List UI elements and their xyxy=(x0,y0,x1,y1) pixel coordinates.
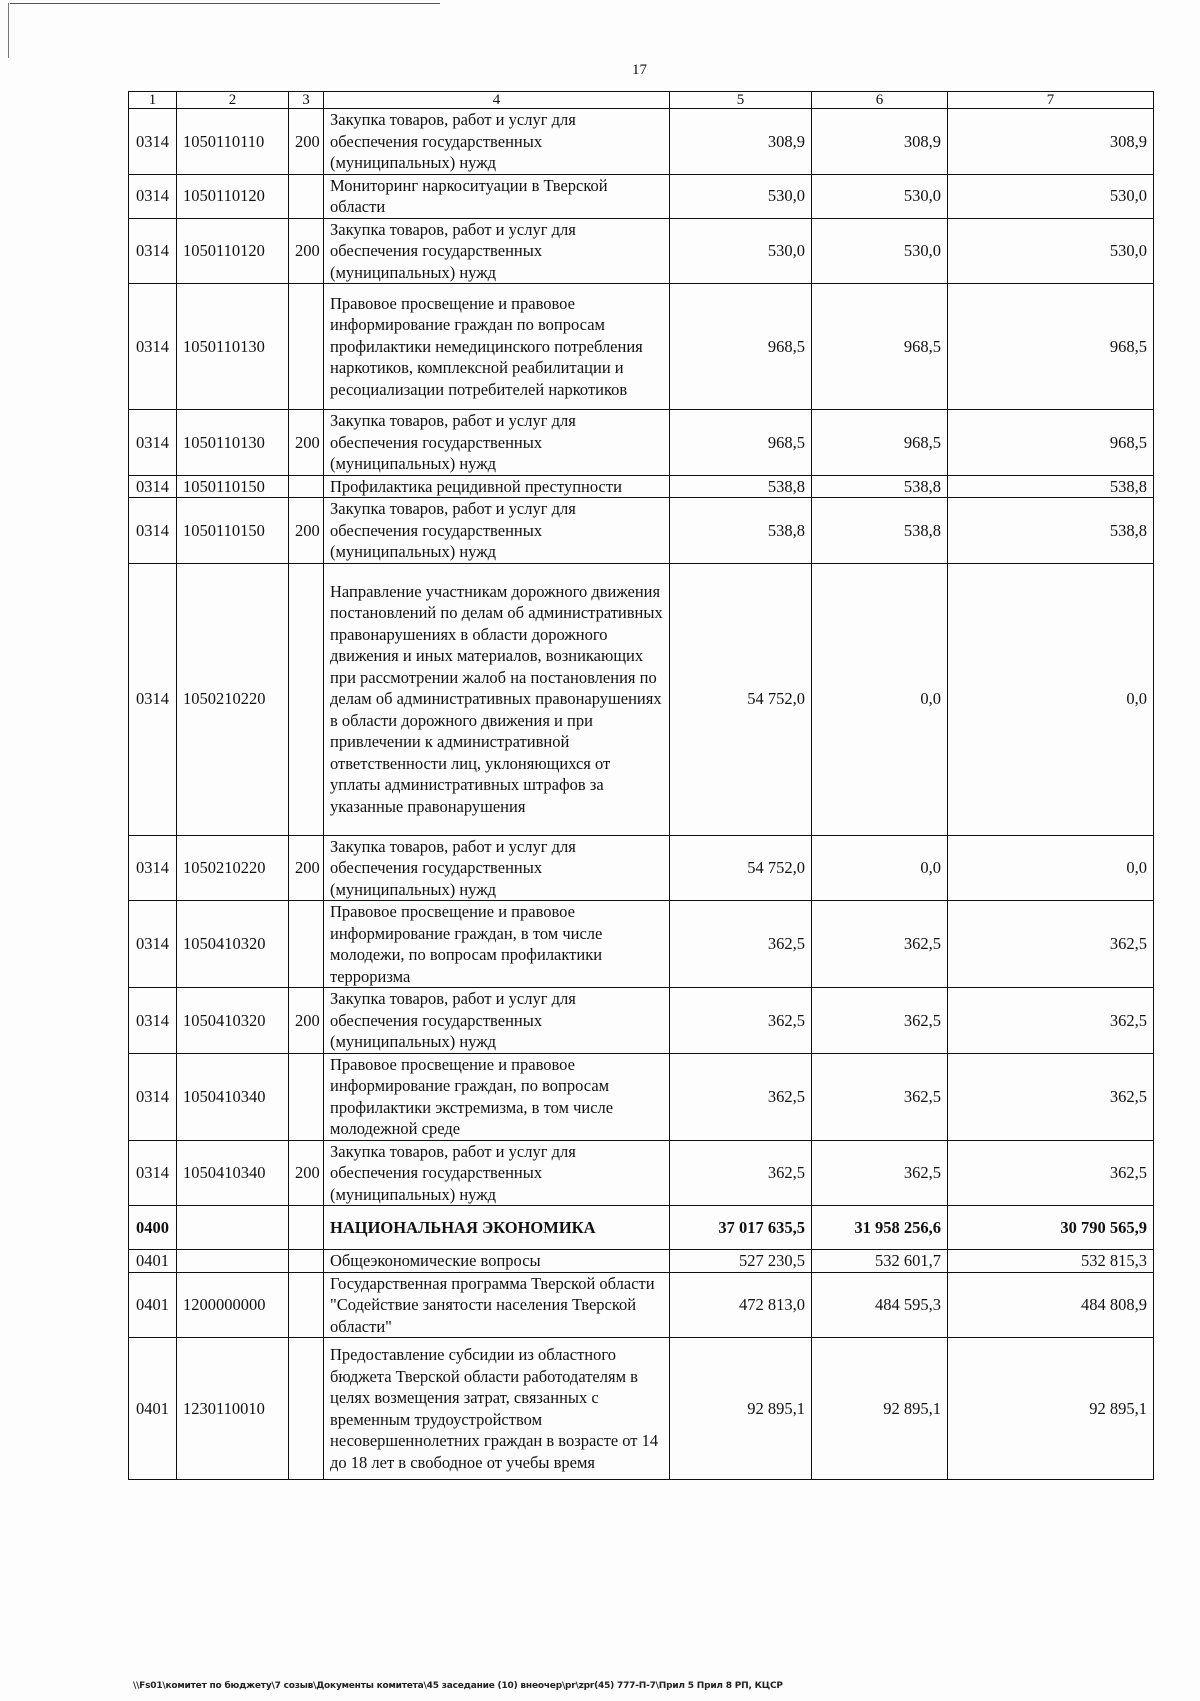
target-article-code: 1050210220 xyxy=(177,563,289,835)
target-article-code: 1050410320 xyxy=(177,901,289,988)
item-name: Закупка товаров, работ и услуг для обеспечения государственных (муниципальных) нужд xyxy=(324,218,670,284)
expense-type-code xyxy=(289,174,324,218)
expense-type-code xyxy=(289,1272,324,1338)
amount-year-1: 54 752,0 xyxy=(670,835,812,901)
table-row xyxy=(129,901,1154,988)
amount-year-3: 530,0 xyxy=(948,174,1154,218)
expense-type-code xyxy=(289,563,324,835)
section-code: 0314 xyxy=(129,284,177,410)
amount-year-2: 31 958 256,6 xyxy=(812,1206,948,1250)
column-header: 7 xyxy=(948,92,1154,109)
item-name: Правовое просвещение и правовое информирование граждан по вопросам профилактики немедицинского потребления наркотиков, комплексной реабилитации и ресоциализации потребителей наркотиков xyxy=(324,284,670,410)
amount-year-3: 532 815,3 xyxy=(948,1250,1154,1273)
amount-year-1: 54 752,0 xyxy=(670,563,812,835)
column-number-row xyxy=(129,92,1154,109)
item-name: Закупка товаров, работ и услуг для обеспечения государственных (муниципальных) нужд xyxy=(324,498,670,564)
section-code: 0314 xyxy=(129,218,177,284)
expense-type-code xyxy=(289,284,324,410)
column-header: 4 xyxy=(324,92,670,109)
table-row xyxy=(129,1250,1154,1273)
amount-year-2: 362,5 xyxy=(812,1053,948,1140)
expense-type-code xyxy=(289,1250,324,1273)
section-code: 0314 xyxy=(129,901,177,988)
amount-year-2: 362,5 xyxy=(812,901,948,988)
section-code: 0314 xyxy=(129,988,177,1054)
target-article-code: 1050410340 xyxy=(177,1140,289,1206)
amount-year-1: 92 895,1 xyxy=(670,1338,812,1480)
amount-year-3: 362,5 xyxy=(948,988,1154,1054)
table-row xyxy=(129,1338,1154,1480)
column-header: 2 xyxy=(177,92,289,109)
table-row xyxy=(129,563,1154,835)
column-header: 1 xyxy=(129,92,177,109)
amount-year-2: 538,8 xyxy=(812,498,948,564)
section-code: 0314 xyxy=(129,475,177,498)
expense-type-code: 200 xyxy=(289,410,324,476)
target-article-code: 1050110120 xyxy=(177,218,289,284)
expense-type-code xyxy=(289,901,324,988)
item-name: Закупка товаров, работ и услуг для обеспечения государственных (муниципальных) нужд xyxy=(324,835,670,901)
budget-table xyxy=(128,91,1154,1480)
item-name: Закупка товаров, работ и услуг для обеспечения государственных (муниципальных) нужд xyxy=(324,410,670,476)
amount-year-3: 0,0 xyxy=(948,563,1154,835)
amount-year-3: 968,5 xyxy=(948,410,1154,476)
table-body xyxy=(129,109,1154,1480)
amount-year-1: 37 017 635,5 xyxy=(670,1206,812,1250)
target-article-code: 1050110150 xyxy=(177,475,289,498)
amount-year-2: 0,0 xyxy=(812,835,948,901)
section-code: 0314 xyxy=(129,410,177,476)
table-row xyxy=(129,498,1154,564)
amount-year-2: 0,0 xyxy=(812,563,948,835)
expense-type-code xyxy=(289,1053,324,1140)
section-code: 0314 xyxy=(129,835,177,901)
table-row xyxy=(129,1140,1154,1206)
target-article-code: 1200000000 xyxy=(177,1272,289,1338)
scan-artifact-line xyxy=(10,3,440,4)
column-header: 5 xyxy=(670,92,812,109)
amount-year-3: 30 790 565,9 xyxy=(948,1206,1154,1250)
item-name: НАЦИОНАЛЬНАЯ ЭКОНОМИКА xyxy=(324,1206,670,1250)
amount-year-2: 362,5 xyxy=(812,1140,948,1206)
amount-year-2: 530,0 xyxy=(812,174,948,218)
scan-artifact-edge xyxy=(8,3,9,58)
item-name: Государственная программа Тверской области "Содействие занятости населения Тверской области" xyxy=(324,1272,670,1338)
table-row xyxy=(129,174,1154,218)
section-code: 0401 xyxy=(129,1250,177,1273)
amount-year-2: 530,0 xyxy=(812,218,948,284)
amount-year-2: 484 595,3 xyxy=(812,1272,948,1338)
target-article-code xyxy=(177,1206,289,1250)
expense-type-code: 200 xyxy=(289,218,324,284)
item-name: Предоставление субсидии из областного бюджета Тверской области работодателям в целях возмещения затрат, связанных с временным трудоустройством несовершеннолетних граждан в возрасте от 14 до 18 лет в свободное от учебы время xyxy=(324,1338,670,1480)
expense-type-code xyxy=(289,1338,324,1480)
amount-year-3: 362,5 xyxy=(948,901,1154,988)
section-code: 0314 xyxy=(129,563,177,835)
amount-year-3: 530,0 xyxy=(948,218,1154,284)
table-row xyxy=(129,835,1154,901)
section-code: 0314 xyxy=(129,174,177,218)
amount-year-2: 92 895,1 xyxy=(812,1338,948,1480)
target-article-code: 1050410340 xyxy=(177,1053,289,1140)
table-row xyxy=(129,988,1154,1054)
expense-type-code xyxy=(289,1206,324,1250)
amount-year-1: 538,8 xyxy=(670,498,812,564)
target-article-code: 1050410320 xyxy=(177,988,289,1054)
target-article-code: 1050210220 xyxy=(177,835,289,901)
amount-year-1: 968,5 xyxy=(670,410,812,476)
expense-type-code: 200 xyxy=(289,1140,324,1206)
target-article-code: 1050110150 xyxy=(177,498,289,564)
amount-year-1: 362,5 xyxy=(670,901,812,988)
expense-type-code: 200 xyxy=(289,109,324,175)
amount-year-3: 538,8 xyxy=(948,475,1154,498)
amount-year-3: 92 895,1 xyxy=(948,1338,1154,1480)
amount-year-3: 968,5 xyxy=(948,284,1154,410)
item-name: Общеэкономические вопросы xyxy=(324,1250,670,1273)
target-article-code: 1050110130 xyxy=(177,410,289,476)
expense-type-code: 200 xyxy=(289,835,324,901)
item-name: Правовое просвещение и правовое информирование граждан, по вопросам профилактики экстремизма, в том числе молодежной среде xyxy=(324,1053,670,1140)
amount-year-1: 362,5 xyxy=(670,988,812,1054)
amount-year-1: 527 230,5 xyxy=(670,1250,812,1273)
amount-year-3: 484 808,9 xyxy=(948,1272,1154,1338)
target-article-code: 1230110010 xyxy=(177,1338,289,1480)
amount-year-1: 968,5 xyxy=(670,284,812,410)
table-row xyxy=(129,1272,1154,1338)
target-article-code: 1050110130 xyxy=(177,284,289,410)
amount-year-3: 0,0 xyxy=(948,835,1154,901)
item-name: Правовое просвещение и правовое информирование граждан, в том числе молодежи, по вопросам профилактики терроризма xyxy=(324,901,670,988)
section-code: 0400 xyxy=(129,1206,177,1250)
amount-year-3: 362,5 xyxy=(948,1140,1154,1206)
amount-year-3: 362,5 xyxy=(948,1053,1154,1140)
amount-year-3: 308,9 xyxy=(948,109,1154,175)
section-code: 0314 xyxy=(129,109,177,175)
amount-year-2: 538,8 xyxy=(812,475,948,498)
amount-year-1: 362,5 xyxy=(670,1140,812,1206)
column-header: 3 xyxy=(289,92,324,109)
column-header: 6 xyxy=(812,92,948,109)
amount-year-2: 308,9 xyxy=(812,109,948,175)
amount-year-1: 362,5 xyxy=(670,1053,812,1140)
table-row xyxy=(129,109,1154,175)
amount-year-2: 968,5 xyxy=(812,410,948,476)
item-name: Закупка товаров, работ и услуг для обеспечения государственных (муниципальных) нужд xyxy=(324,1140,670,1206)
section-code: 0314 xyxy=(129,1140,177,1206)
section-code: 0401 xyxy=(129,1338,177,1480)
amount-year-3: 538,8 xyxy=(948,498,1154,564)
amount-year-2: 968,5 xyxy=(812,284,948,410)
table-row xyxy=(129,475,1154,498)
item-name: Направление участникам дорожного движения постановлений по делам об административных правонарушениях в области дорожного движения и иных материалов, возникающих при рассмотрении жалоб на постановления по делам об административных правонарушениях в области дорожного движения и при привлечении к административной ответственности лиц, уклоняющихся от уплаты административных штрафов за указанные правонарушения xyxy=(324,563,670,835)
amount-year-1: 472 813,0 xyxy=(670,1272,812,1338)
amount-year-1: 530,0 xyxy=(670,218,812,284)
item-name: Закупка товаров, работ и услуг для обеспечения государственных (муниципальных) нужд xyxy=(324,109,670,175)
file-path-footer: \\Fs01\комитет по бюджету\7 созыв\Документы комитета\45 заседание (10) внеочер\pr\zpr(45) 777-П-7\Прил 5 Прил 8 РП, КЦСР xyxy=(133,1681,783,1691)
item-name: Профилактика рецидивной преступности xyxy=(324,475,670,498)
amount-year-2: 362,5 xyxy=(812,988,948,1054)
expense-type-code xyxy=(289,475,324,498)
amount-year-2: 532 601,7 xyxy=(812,1250,948,1273)
section-code: 0401 xyxy=(129,1272,177,1338)
amount-year-1: 538,8 xyxy=(670,475,812,498)
amount-year-1: 308,9 xyxy=(670,109,812,175)
item-name: Закупка товаров, работ и услуг для обеспечения государственных (муниципальных) нужд xyxy=(324,988,670,1054)
target-article-code: 1050110120 xyxy=(177,174,289,218)
expense-type-code: 200 xyxy=(289,988,324,1054)
section-code: 0314 xyxy=(129,1053,177,1140)
page-number: 17 xyxy=(632,62,647,78)
target-article-code: 1050110110 xyxy=(177,109,289,175)
expense-type-code: 200 xyxy=(289,498,324,564)
amount-year-1: 530,0 xyxy=(670,174,812,218)
item-name: Мониторинг наркоситуации в Тверской области xyxy=(324,174,670,218)
table-row xyxy=(129,1206,1154,1250)
table-row xyxy=(129,218,1154,284)
target-article-code xyxy=(177,1250,289,1273)
table-row xyxy=(129,1053,1154,1140)
table-row xyxy=(129,410,1154,476)
table-row xyxy=(129,284,1154,410)
section-code: 0314 xyxy=(129,498,177,564)
